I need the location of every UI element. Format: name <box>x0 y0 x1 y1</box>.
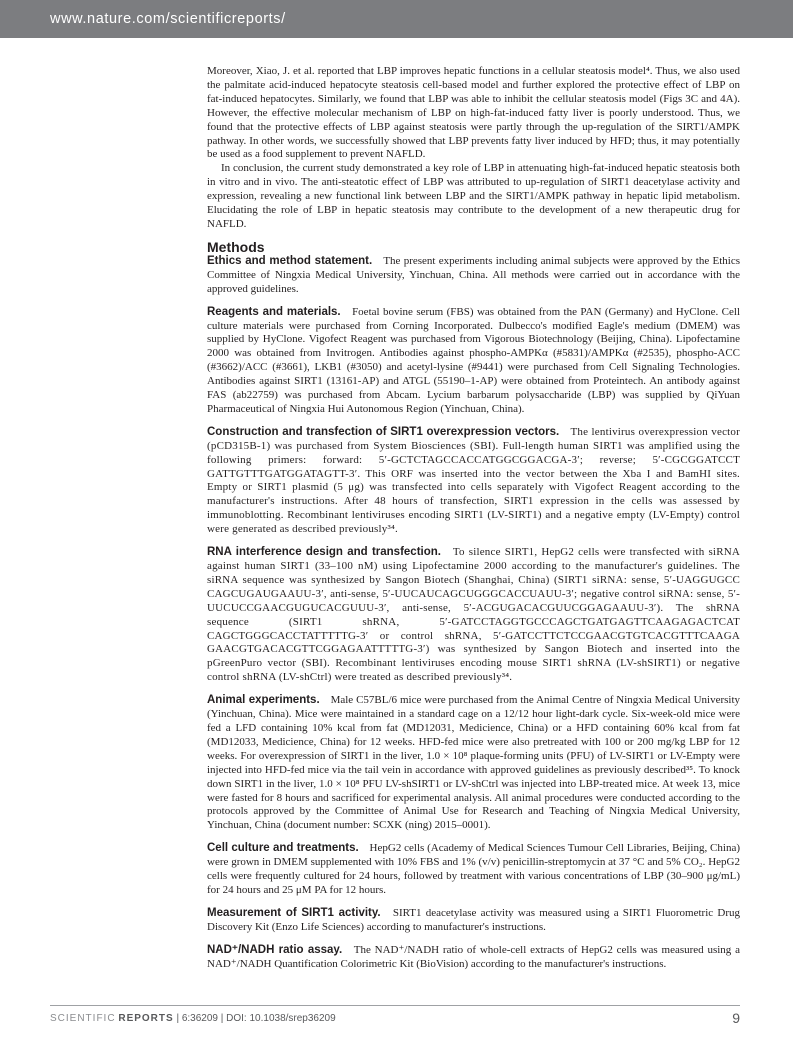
doi-citation[interactable]: | 6:36209 | DOI: 10.1038/srep36209 <box>173 1013 336 1024</box>
reagents-heading: Reagents and materials. <box>207 305 341 318</box>
construction-heading: Construction and transfection of SIRT1 overexpression vectors. <box>207 425 560 438</box>
reagents-section <box>207 306 740 417</box>
ethics-text: The present experiments including animal subjects were approved by the Ethics Committee of Ningxia Medical University, Yinchuan, China. All methods were carried out in accordance with the approved guidelines. <box>207 254 740 295</box>
animal-section <box>207 694 740 833</box>
top-banner <box>0 0 793 38</box>
rnai-heading: RNA interference design and transfection. <box>207 546 441 559</box>
reagents-text: Foetal bovine serum (FBS) was obtained from the PAN (Germany) and HyClone. Cell culture materials were purchased from Corning Incorporated. Dulbecco's modified Eagle's medium (DMEM) was supplied by HyClone. Vigofect Reagent was purchased from Vigorous Biotechnology (Beijing, China). Lipofectamine 2000 was obtained from Invitrogen. Antibodies against phospho-AMPKα (#5831)/AMPKα (#2535), phospho-ACC (#3662)/ACC (#3661), LKB1 (#3050) and acetyl-lysine (#9441) were purchased from Cell Signaling Technologies. Antibodies against SIRT1 (13161-AP) and ATGL (55190–1-AP) were obtained from Proteintech. An antibody against FAS (ab22759) was purchased from Abcam. Lycium barbarum polysaccharide (LBP) was supplied by QiYuan Pharmaceutical of Ningxia Hui Autonomous Region (Yinchuan, China). <box>207 305 741 415</box>
methods-title: Methods <box>207 238 265 255</box>
page-number: 9 <box>732 1010 740 1026</box>
journal-name-light: SCIENTIFIC <box>50 1013 116 1024</box>
nad-heading: NAD⁺/NADH ratio assay. <box>207 943 343 956</box>
rnai-text: To silence SIRT1, HepG2 cells were transfected with siRNA against human SIRT1 (33–100 nM) using Lipofectamine 2000 according to the manufacturer's guidelines. The siRNA sequence was synthesized by Sangon Biotech (Shanghai, China) (SIRT1 siRNA: sense, 5′-UAGGUGCC CAGCUGAUGAAUU-3′, anti-sense, 5′-UUCAUCAGCUGGGCACCUAUU-3′; negative control siRNA: sense, 5′-UUCUCCGAACGUGUCACGUUU-3′, anti-sense, 5′-ACGUGACACGUUCGGAGAAUU-3′). The shRNA sequence (SIRT1 shRNA, 5′-GATCCTAGGTGCCCAGCTGATGAGTTCAAGAGACTCAT CAGCTGGGCACCTATTTTTG-3′ or control shRNA, 5′-GATCCTTCTCCGAACGTGTCACGTTTCAAGA GAACGTGACACGTTCGGAGAATTTTTG-3′) was synthesized by Sangon Biotech and inserted into the pGreenPuro vector (SBI). Recombinant lentiviruses encoding mouse SIRT1 shRNA (LV-shSIRT1) or negative control shRNA (LV-shCtrl) were treated as described previously³⁴. <box>207 546 741 684</box>
nad-text: The NAD⁺/NADH ratio of whole-cell extracts of HepG2 cells was measured using a NAD⁺/NADH Quantification Colorimetric Kit (BioVision) according to the manufacturer's instructions. <box>207 943 740 970</box>
culture-section <box>207 842 740 898</box>
page-footer <box>50 1005 740 1027</box>
sirt1-activity-text: SIRT1 deacetylase activity was measured using a SIRT1 Fluorometric Drug Discovery Kit (Enzo Life Sciences) according to manufacturer's instructions. <box>207 906 740 933</box>
intro-paragraph-1: Moreover, Xiao, J. et al. reported that LBP improves hepatic functions in a cellular steatosis model⁴. Thus, we also used the palmitate acid-induced hepatocyte steatosis cell-based model and further explored the protective effect of LBP on fat-induced hepatocytes. Similarly, we found that LBP was able to inhibit the cellular steatosis model (Figs 3C and 4A). However, the effective molecular mechanism of LBP on high-fat-induced fatty liver is poorly understood. Thus, we found that the protective effects of LBP against steatosis were partly through the up-regulation of the SIRT1/AMPK pathway. In other words, we successfully showed that LBP prevents fatty liver induced by HFD; thus, it may potentially be used as a food supplement to prevent NAFLD. <box>207 65 740 161</box>
sirt1-activity-heading: Measurement of SIRT1 activity. <box>207 906 381 919</box>
citation-line <box>50 1013 336 1024</box>
journal-name-bold: REPORTS <box>118 1013 174 1024</box>
article-body <box>207 65 740 971</box>
nad-section <box>207 944 740 972</box>
rnai-section <box>207 546 740 685</box>
animal-heading: Animal experiments. <box>207 694 320 707</box>
ethics-heading: Ethics and method statement. <box>207 254 373 267</box>
intro-paragraph-2: In conclusion, the current study demonstrated a key role of LBP in attenuating high-fat-induced hepatic steatosis both in vitro and in vivo. The anti-steatotic effect of LBP was attributed to up-regulation of SIRT1 deacetylase activity and expression, revealing a new functional link between LBP and the SIRT1/AMPK pathway in hepatic lipid metabolism. Elucidating the role of LBP in hepatic steatosis may contribute to the development of a new therapeutic drug for NAFLD. <box>207 162 740 230</box>
animal-text: Male C57BL/6 mice were purchased from the Animal Centre of Ningxia Medical University (Yinchuan, China). Mice were maintained in a standard cage on a 12/12 hour light-dark cycle. Six-week-old mice were fed a LFD containing 10% kcal from fat (MD12031, Medicience, China) or a HFD containing 60% kcal from fat (MD12033, Medicience, China) for 12 weeks. HFD-fed mice were also pretreated with 100 or 200 mg/kg LBP for 12 weeks. For overexpression of SIRT1 in the liver, 1.0 × 10⁸ plaque-forming units (PFU) of LV-SIRT1 or LV-Empty were injected into HFD-fed mice via the tail vein in accordance with approved guidelines as previously described³⁵. To knock down SIRT1 in the liver, 1.0 × 10⁸ PFU LV-shSIRT1 or LV-shCtrl was injected into LBP-treated mice. At week 13, mice were fasted for 8 hours and sacrificed for experimental analysis. All animal procedures were conducted according to the protocols approved by the Committee of Animal Use for Research and Teaching of Ningxia Medical University, Yinchuan, China (document number: SCXK (ning) 2015–0001). <box>207 694 741 832</box>
construction-text: The lentivirus overexpression vector (pCD315B-1) was purchased from System Biosciences (SBI). Full-length human SIRT1 was amplified using the following primers: forward: 5′-GCTCTAGCCACCATGGCGGACGA-3′; reverse; 5′-CGCGGATCCT GATTGTTTGATGGATAGTT-3′. This ORF was inserted into the vector between the Xba I and BamHI sites. Empty or SIRT1 plasmid (5 μg) was transfected into cells separately with Vigofect Reagent according to the manufacturer's instructions. After 48 hours of transfection, SIRT1 expression in the cells was assessed by immunoblotting. Recombinant lentiviruses encoding SIRT1 (LV-SIRT1) and a negative empty (LV-Empty) control were generated as described previously³⁴. <box>207 425 740 536</box>
culture-heading: Cell culture and treatments. <box>207 842 359 855</box>
sirt1-activity-section <box>207 907 740 935</box>
ethics-section <box>207 255 740 297</box>
construction-section <box>207 426 740 537</box>
culture-text: HepG2 cells (Academy of Medical Sciences Tumour Cell Libraries, Beijing, China) were grown in DMEM supplemented with 10% FBS and 1% (v/v) penicillin-streptomycin at 37 °C and 5% CO₂. HepG2 cells were frequently cultured for 24 hours, followed by treatment with various concentrations of LBP (30–900 μg/mL) for 24 hours and 25 μM PA for 12 hours. <box>207 842 741 896</box>
journal-url[interactable]: www.nature.com/scientificreports/ <box>50 11 286 27</box>
